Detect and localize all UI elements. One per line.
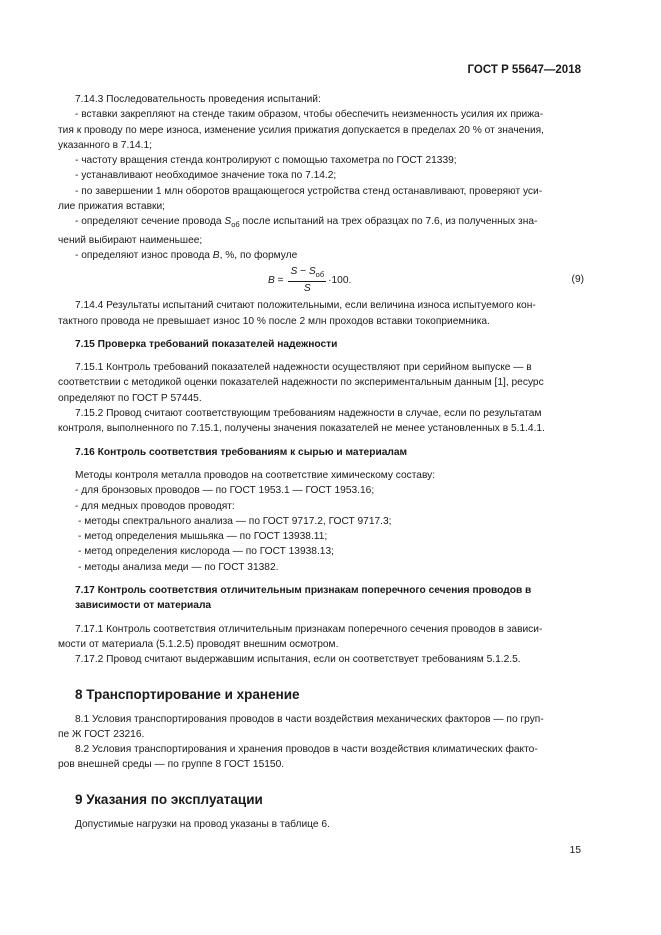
formula-number: (9) <box>571 274 584 286</box>
clause-7-15-1-cont: соответствии с методикой оценки показателей надежности по экспериментальным данным [1], ресурс <box>58 377 544 389</box>
clause-8-1: 8.1 Условия транспортирования проводов в части воздействия механических факторов — по груп- <box>75 713 544 725</box>
formula-expression: B = $\frac{S - S_{об}}{S}$ ·100. <box>268 266 352 295</box>
paragraph: Допустимые нагрузки на провод указаны в таблице 6. <box>75 818 330 830</box>
page-number: 15 <box>569 845 581 856</box>
clause-8-2: 8.2 Условия транспортирования и хранения проводов в части воздействия климатических факто- <box>75 744 538 756</box>
section-7-17-heading: 7.17 Контроль соответствия отличительным признакам поперечного сечения проводов в <box>75 585 532 597</box>
list-item: - вставки закрепляют на стенде таким образом, чтобы обеспечить неизменность усилия их прижа- <box>75 109 544 121</box>
list-item-cont: лие прижатия вставки; <box>58 201 165 213</box>
section-7-17-heading-cont: зависимости от материала <box>75 600 212 612</box>
clause-7-14-4-cont: тактного провода не превышает износ 10 % после 2 млн проходов вставки токоприемника. <box>58 315 490 327</box>
clause-7-15-1-cont: определяют по ГОСТ Р 57445. <box>58 392 202 404</box>
list-item: - определяют износ провода B, %, по формуле <box>75 250 298 261</box>
list-item: - метод определения кислорода — по ГОСТ 13938.13; <box>78 546 334 558</box>
formula-fraction: $\frac{S - S_{об}}{S}$ <box>290 266 325 295</box>
document-body <box>58 92 584 832</box>
list-item: - для медных проводов проводят: <box>75 500 235 512</box>
list-item: - метод определения мышьяка — по ГОСТ 13938.11; <box>78 531 328 543</box>
clause-7-17-1: 7.17.1 Контроль соответствия отличительным признакам поперечного сечения проводов в зависи- <box>75 623 543 635</box>
list-item-cont: тия к проводу по мере износа, изменение усилия прижатия допускается в пределах 20 % от значения, <box>58 124 544 136</box>
section-7-15-heading: 7.15 Проверка требований показателей надежности <box>75 338 338 350</box>
list-item: - определяют сечение провода $S_{об}$ после испытаний на трех образцах по 7.6, из полученных зна- <box>75 216 538 230</box>
paragraph: Методы контроля металла проводов на соответствие химическому составу: <box>75 469 436 481</box>
formula-9 <box>58 265 584 295</box>
list-item-cont: чений выбирают наименьшее; <box>58 234 203 246</box>
clause-8-1-cont: пе Ж ГОСТ 23216. <box>58 728 145 740</box>
list-item-cont: указанного в 7.14.1; <box>58 139 152 151</box>
list-item: - для бронзовых проводов — по ГОСТ 1953.1 — ГОСТ 1953.16; <box>75 485 375 497</box>
clause-7-14-3-title: 7.14.3 Последовательность проведения испытаний: <box>75 94 321 105</box>
section-8-heading: 8 Транспортирование и хранение <box>75 686 300 702</box>
clause-8-2-cont: ров внешней среды — по группе 8 ГОСТ 15150. <box>58 759 285 771</box>
clause-7-14-4: 7.14.4 Результаты испытаний считают положительными, если величина износа испытуемого кон- <box>75 300 536 312</box>
clause-7-15-2-cont: контроля, выполненного по 7.15.1, получены значения показателей не менее установленных в 5.1.4.1. <box>58 423 545 435</box>
clause-7-15-1: 7.15.1 Контроль требований показателей надежности осуществляют при серийном выпуске — в <box>75 362 532 374</box>
section-9-heading: 9 Указания по эксплуатации <box>75 791 263 807</box>
section-7-16-heading: 7.16 Контроль соответствия требованиям к сырью и материалам <box>75 446 408 458</box>
clause-7-15-2: 7.15.2 Провод считают соответствующим требованиям надежности в случае, если по результатам <box>75 408 542 420</box>
clause-7-17-1-cont: мости от материала (5.1.2.5) проводят внешним осмотром. <box>58 638 339 650</box>
list-item: - по завершении 1 млн оборотов вращающегося устройства стенд останавливают, проверяют уси- <box>75 185 543 197</box>
list-item: - частоту вращения стенда контролируют с помощью тахометра по ГОСТ 21339; <box>75 155 457 167</box>
list-item: - методы спектрального анализа — по ГОСТ 9717.2, ГОСТ 9717.3; <box>78 515 392 527</box>
clause-7-17-2: 7.17.2 Провод считают выдержавшим испытания, если он соответствует требованиям 5.1.2.5. <box>75 654 521 666</box>
document-header: ГОСТ Р 55647—2018 <box>467 64 581 76</box>
list-item: - методы анализа меди — по ГОСТ 31382. <box>78 561 279 573</box>
list-item: - устанавливают необходимое значение тока по 7.14.2; <box>75 170 337 182</box>
